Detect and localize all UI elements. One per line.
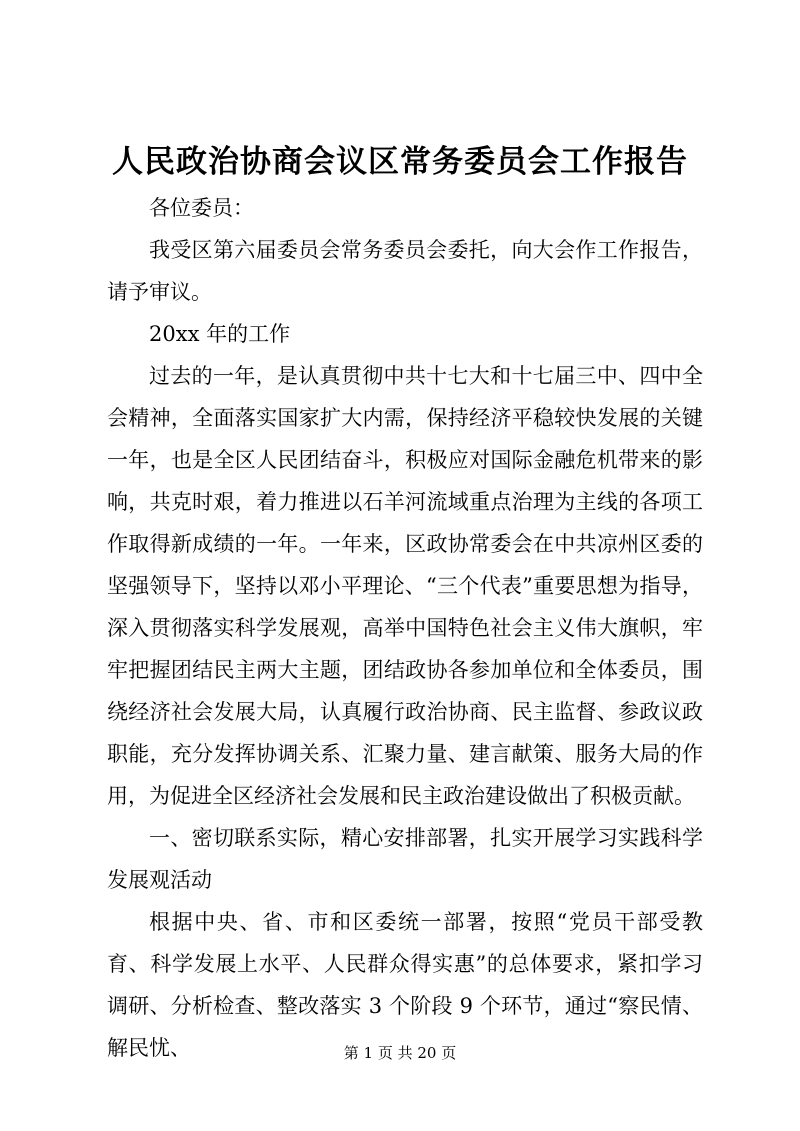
body-paragraph: 过去的一年，是认真贯彻中共十七大和十七届三中、四中全会精神，全面落实国家扩大内需，保持经济平稳较快发展的关键一年，也是全区人民团结奋斗，积极应对国际金融危机带来的影响，共克时艰，着力推进以石羊河流域重点治理为主线的各项工作取得新成绩的一年。一年来，区政协常委会在中共凉州区委的坚强领导下，坚持以邓小平理论、“三个代表”重要思想为指导，深入贯彻落实科学发展观，高举中国特色社会主义伟大旗帜，牢牢把握团结民主两大主题，团结政协各参加单位和全体委员，围绕经济社会发展大局，认真履行政治协商、民主监督、参政议政职能，充分发挥协调关系、汇聚力量、建言献策、服务大局的作用，为促进全区经济社会发展和民主政治建设做出了积极贡献。 xyxy=(107,364,703,808)
body-paragraph: 根据中央、省、市和区委统一部署，按照“党员干部受教育、科学发展上水平、人民群众得实惠”的总体要求，紧扣学习调研、分析检查、整改落实 3 个阶段 9 个环节，通过“察民情、解民忧、 xyxy=(107,910,703,1060)
salutation-paragraph: 各位委员： xyxy=(149,196,254,220)
section-heading: 20xx 年的工作 xyxy=(149,322,291,346)
page-number-footer: 第 1 页 共 20 页 xyxy=(343,1044,457,1062)
intro-paragraph: 我受区第六届委员会常务委员会委托，向大会作工作报告，请予审议。 xyxy=(107,238,703,304)
section-heading: 一、密切联系实际，精心安排部署，扎实开展学习实践科学发展观活动 xyxy=(107,826,703,892)
document-title: 人民政治协商会议区常务委员会工作报告 xyxy=(112,144,688,180)
document-body xyxy=(107,187,703,1069)
